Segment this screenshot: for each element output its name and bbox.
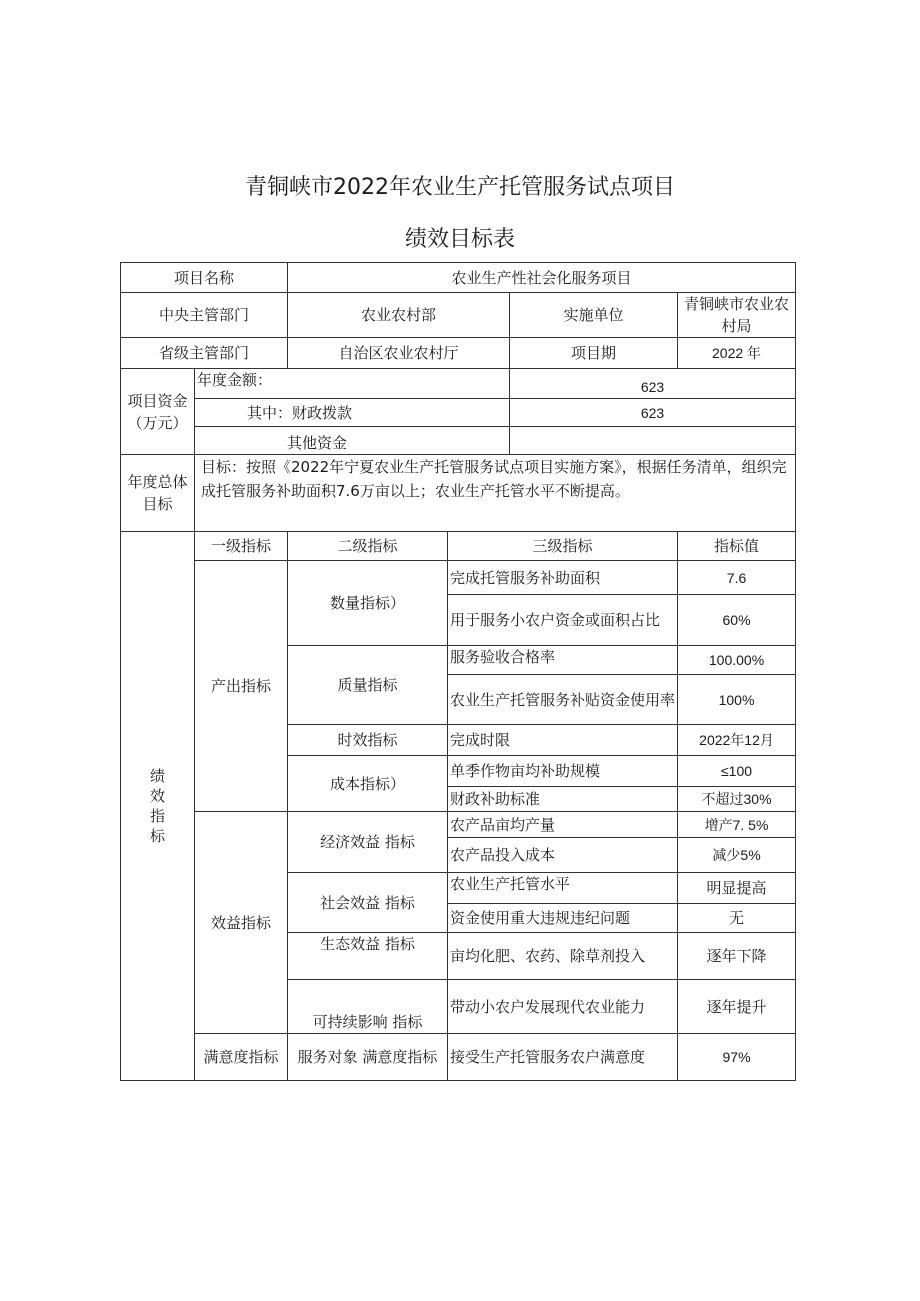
header-level1: 一级指标: [195, 532, 288, 561]
indicator-name: 完成托管服务补助面积: [448, 561, 678, 595]
provincial-dept-label: 省级主管部门: [121, 338, 288, 369]
indicator-value: 不超过30%: [678, 787, 796, 812]
indicator-name: 带动小农户发展现代农业能力: [448, 980, 678, 1034]
performance-header-row: [121, 532, 796, 561]
indicator-name: 农业生产托管服务补贴资金使用率: [448, 675, 678, 725]
document-title: 青铜峡市2022年农业生产托管服务试点项目: [245, 175, 675, 200]
table-row: [121, 561, 796, 595]
output-indicator-label: 产出指标: [195, 561, 288, 812]
indicator-name: 资金使用重大违规违纪问题: [448, 904, 678, 933]
indicator-name: 用于服务小农户资金或面积占比: [448, 595, 678, 646]
indicator-value: 无: [678, 904, 796, 933]
provincial-dept-value: 自治区农业农村厅: [288, 338, 510, 369]
funds-fiscal-label: 其中：财政拨款: [195, 399, 510, 427]
quantity-indicator-label: 数量指标）: [288, 561, 448, 646]
sustainable-indicator-label: 可持续影响 指标: [288, 980, 448, 1034]
indicator-value: 增产7. 5%: [678, 812, 796, 838]
funds-label-line2: （万元）: [127, 413, 188, 432]
annual-goal-label-line2: 目标: [142, 495, 173, 513]
indicator-name: 服务验收合格率: [448, 646, 678, 675]
funds-annual-row: [121, 369, 796, 399]
indicator-value: 明显提高: [678, 873, 796, 904]
document-subtitle: 绩效目标表: [404, 227, 515, 252]
indicator-value: 100.00%: [678, 646, 796, 675]
cost-indicator-label: 成本指标）: [288, 756, 448, 812]
funds-fiscal-row: [121, 399, 796, 427]
funds-label: [121, 369, 195, 455]
economic-indicator-label: 经济效益 指标: [288, 812, 448, 873]
performance-target-table: [120, 262, 796, 1081]
impl-unit-value: 青铜峡市农业农村局: [678, 293, 796, 338]
funds-other-row: [121, 427, 796, 455]
indicator-name: 财政补助标准: [448, 787, 678, 812]
performance-section-label: [121, 532, 195, 1081]
indicator-name: 农业生产托管水平: [448, 873, 678, 904]
indicator-name: 农产品投入成本: [448, 838, 678, 873]
satisfaction-indicator-label: 满意度指标: [195, 1034, 288, 1081]
annual-goal-row: [121, 455, 796, 532]
indicator-value: 逐年提升: [678, 980, 796, 1034]
annual-goal-label-line1: 年度总体: [127, 473, 188, 491]
indicator-value: 7.6: [678, 561, 796, 595]
indicator-value: 60%: [678, 595, 796, 646]
funds-label-line1: 项目资金: [127, 391, 188, 410]
service-target-indicator-label: 服务对象 满意度指标: [288, 1034, 448, 1081]
benefit-indicator-label: 效益指标: [195, 812, 288, 1034]
indicator-name: 农产品亩均产量: [448, 812, 678, 838]
indicator-name: 亩均化肥、农药、除草剂投入: [448, 933, 678, 980]
performance-char-2: 效: [149, 787, 165, 805]
indicator-value: ≤100: [678, 756, 796, 787]
indicator-name: 接受生产托管服务农户满意度: [448, 1034, 678, 1081]
social-indicator-label: 社会效益 指标: [288, 873, 448, 933]
funds-annual-label: 年度金额：: [195, 369, 510, 399]
header-value: 指标值: [678, 532, 796, 561]
funds-other-value: [510, 427, 796, 455]
performance-char-4: 标: [149, 827, 165, 845]
central-dept-row: [121, 293, 796, 338]
period-label: 项目期: [510, 338, 678, 369]
header-level3: 三级指标: [448, 532, 678, 561]
indicator-name: 单季作物亩均补助规模: [448, 756, 678, 787]
indicator-name: 完成时限: [448, 725, 678, 756]
quality-indicator-label: 质量指标: [288, 646, 448, 725]
impl-unit-label: 实施单位: [510, 293, 678, 338]
indicator-value: 2022年12月: [678, 725, 796, 756]
project-name-value: 农业生产性社会化服务项目: [288, 263, 796, 293]
table-row: [121, 1034, 796, 1081]
indicator-value: 100%: [678, 675, 796, 725]
project-name-row: [121, 263, 796, 293]
performance-char-1: 绩: [149, 767, 165, 785]
annual-goal-label: [121, 455, 195, 532]
funds-other-label: 其他资金: [195, 427, 510, 455]
indicator-value: 减少5%: [678, 838, 796, 873]
funds-annual-value: 623: [510, 369, 796, 399]
performance-char-3: 指: [149, 807, 165, 825]
funds-fiscal-value: 623: [510, 399, 796, 427]
annual-goal-text: 目标：按照《2022年宁夏农业生产托管服务试点项目实施方案》，根据任务清单，组织完成托管服务补助面积7.6万亩以上；农业生产托管水平不断提高。: [195, 455, 796, 532]
header-level2: 二级指标: [288, 532, 448, 561]
ecological-indicator-label: 生态效益 指标: [288, 933, 448, 980]
central-dept-label: 中央主管部门: [121, 293, 288, 338]
project-name-label: 项目名称: [121, 263, 288, 293]
table-row: [121, 812, 796, 838]
provincial-dept-row: [121, 338, 796, 369]
indicator-value: 97%: [678, 1034, 796, 1081]
period-value: 2022 年: [678, 338, 796, 369]
timeliness-indicator-label: 时效指标: [288, 725, 448, 756]
indicator-value: 逐年下降: [678, 933, 796, 980]
central-dept-value: 农业农村部: [288, 293, 510, 338]
